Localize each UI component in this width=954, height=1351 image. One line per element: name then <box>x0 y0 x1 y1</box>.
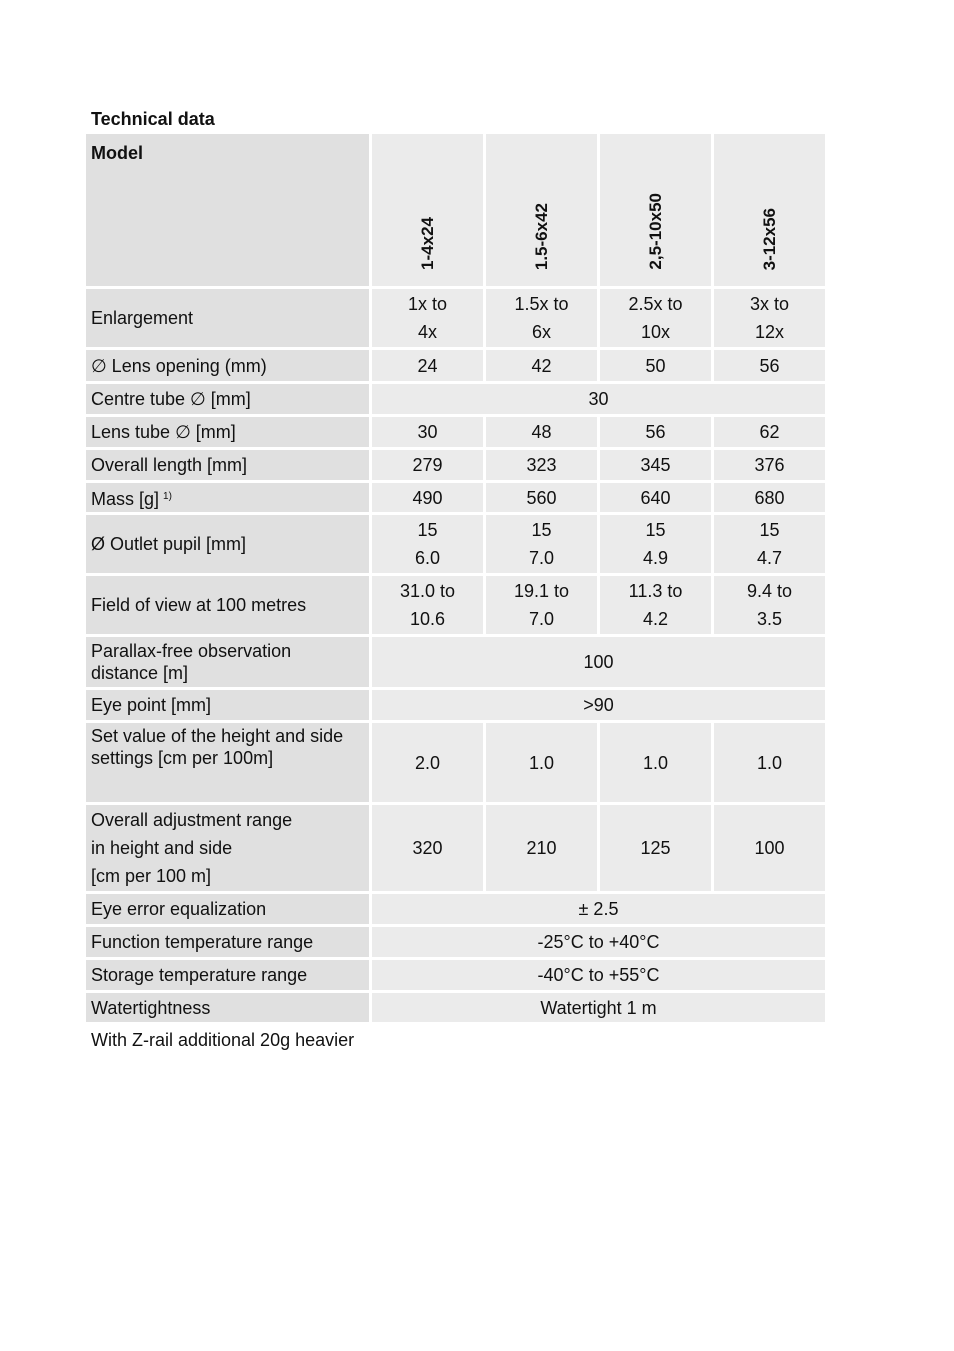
row-enlargement <box>86 289 825 347</box>
value-cell <box>486 289 597 347</box>
row-label: Eye error equalization <box>86 894 369 924</box>
value-cell: 30 <box>372 417 483 447</box>
row-parallax <box>86 637 825 687</box>
row-outlet-pupil <box>86 515 825 573</box>
row-label-line: in height and side <box>91 838 233 858</box>
value-cell: 323 <box>486 450 597 480</box>
value-cell <box>600 576 711 634</box>
row-label-line: [cm per 100 m] <box>91 866 212 886</box>
row-label: Lens tube ∅ [mm] <box>86 417 369 447</box>
value-cell-merged: 100 <box>372 637 825 687</box>
value-cell: 1.0 <box>714 723 825 802</box>
row-label: Ø Outlet pupil [mm] <box>86 515 369 573</box>
value-line: 15 <box>759 520 780 540</box>
model-name: 1-4x24 <box>417 217 437 270</box>
model-header-4 <box>714 134 825 286</box>
row-label-cell <box>86 805 369 891</box>
model-name: 1.5-6x42 <box>531 202 551 270</box>
footnote: With Z-rail additional 20g heavier <box>91 1030 355 1050</box>
value-cell: 490 <box>372 483 483 512</box>
model-name: 2,5-10x50 <box>645 193 665 270</box>
row-label-cell <box>86 637 369 687</box>
header-row <box>86 134 825 286</box>
value-line: 4.2 <box>642 609 669 629</box>
value-cell <box>486 515 597 573</box>
row-mass <box>86 483 825 512</box>
value-line: 7.0 <box>528 609 555 629</box>
value-cell <box>714 576 825 634</box>
value-cell: 2.0 <box>372 723 483 802</box>
row-function-temp <box>86 927 825 957</box>
value-cell: 210 <box>486 805 597 891</box>
row-label: Mass [g] <box>91 488 160 509</box>
row-label: Eye point [mm] <box>86 690 369 720</box>
value-cell <box>372 576 483 634</box>
row-label: ∅ Lens opening (mm) <box>86 350 369 381</box>
row-label-line: Parallax-free observation <box>91 641 292 661</box>
technical-data-table <box>83 131 828 1025</box>
value-cell <box>600 515 711 573</box>
row-label-line: Overall adjustment range <box>91 810 293 830</box>
value-line: 12x <box>754 322 785 342</box>
value-cell-merged: ± 2.5 <box>372 894 825 924</box>
value-line: 4.7 <box>756 548 783 568</box>
value-cell: 42 <box>486 350 597 381</box>
row-label: Overall length [mm] <box>86 450 369 480</box>
model-header-2 <box>486 134 597 286</box>
value-line: 3x to <box>749 294 790 314</box>
value-cell <box>486 576 597 634</box>
row-label-line: settings [cm per 100m] <box>91 748 274 768</box>
value-line: 4x <box>417 322 437 342</box>
model-header-label: Model <box>86 134 369 286</box>
value-cell: 100 <box>714 805 825 891</box>
row-eye-point <box>86 690 825 720</box>
model-header-1 <box>372 134 483 286</box>
value-cell: 24 <box>372 350 483 381</box>
row-label-cell <box>86 483 369 512</box>
row-set-value <box>86 723 825 802</box>
row-label: Watertightness <box>86 993 369 1022</box>
value-cell-merged: >90 <box>372 690 825 720</box>
value-cell: 56 <box>600 417 711 447</box>
value-cell: 680 <box>714 483 825 512</box>
value-cell: 345 <box>600 450 711 480</box>
value-cell: 560 <box>486 483 597 512</box>
row-label-line: distance [m] <box>91 663 189 683</box>
value-cell: 1.0 <box>600 723 711 802</box>
value-cell-merged: -40°C to +55°C <box>372 960 825 990</box>
row-label: Enlargement <box>86 289 369 347</box>
value-cell: 56 <box>714 350 825 381</box>
value-line: 10.6 <box>409 609 446 629</box>
value-cell <box>372 289 483 347</box>
value-line: 15 <box>645 520 666 540</box>
value-line: 7.0 <box>528 548 555 568</box>
footnote-mark: 1) <box>163 490 172 502</box>
value-cell-merged: Watertight 1 m <box>372 993 825 1022</box>
value-line: 2.5x to <box>628 294 683 314</box>
value-cell: 1.0 <box>486 723 597 802</box>
value-line: 9.4 to <box>746 581 793 601</box>
value-line: 15 <box>531 520 552 540</box>
value-line: 11.3 to <box>628 581 683 601</box>
value-cell <box>372 515 483 573</box>
row-overall-length <box>86 450 825 480</box>
value-cell <box>714 289 825 347</box>
value-line: 1.5x to <box>514 294 569 314</box>
value-line: 3.5 <box>756 609 783 629</box>
value-line: 31.0 to <box>399 581 456 601</box>
value-line: 10x <box>640 322 671 342</box>
row-eye-error <box>86 894 825 924</box>
row-watertightness <box>86 993 825 1022</box>
row-field-of-view <box>86 576 825 634</box>
row-lens-tube <box>86 417 825 447</box>
value-cell <box>600 289 711 347</box>
value-line: 6.0 <box>414 548 441 568</box>
row-label: Storage temperature range <box>86 960 369 990</box>
model-name: 3-12x56 <box>759 207 779 270</box>
row-storage-temp <box>86 960 825 990</box>
value-line: 1x to <box>407 294 448 314</box>
row-label: Centre tube ∅ [mm] <box>86 384 369 414</box>
row-label-line: Set value of the height and side <box>91 726 344 746</box>
value-cell: 640 <box>600 483 711 512</box>
value-cell: 279 <box>372 450 483 480</box>
value-line: 15 <box>417 520 438 540</box>
page-title: Technical data <box>91 109 215 129</box>
row-centre-tube <box>86 384 825 414</box>
value-cell: 376 <box>714 450 825 480</box>
value-cell <box>714 515 825 573</box>
value-line: 6x <box>531 322 551 342</box>
value-cell: 50 <box>600 350 711 381</box>
row-label: Function temperature range <box>86 927 369 957</box>
value-cell-merged: -25°C to +40°C <box>372 927 825 957</box>
value-cell: 125 <box>600 805 711 891</box>
row-adjustment-range <box>86 805 825 891</box>
value-cell: 48 <box>486 417 597 447</box>
row-lens-opening <box>86 350 825 381</box>
value-cell: 320 <box>372 805 483 891</box>
row-label: Field of view at 100 metres <box>86 576 369 634</box>
value-cell: 62 <box>714 417 825 447</box>
value-line: 19.1 to <box>513 581 570 601</box>
model-header-3 <box>600 134 711 286</box>
row-label-cell <box>86 723 369 802</box>
value-line: 4.9 <box>642 548 669 568</box>
value-cell-merged: 30 <box>372 384 825 414</box>
